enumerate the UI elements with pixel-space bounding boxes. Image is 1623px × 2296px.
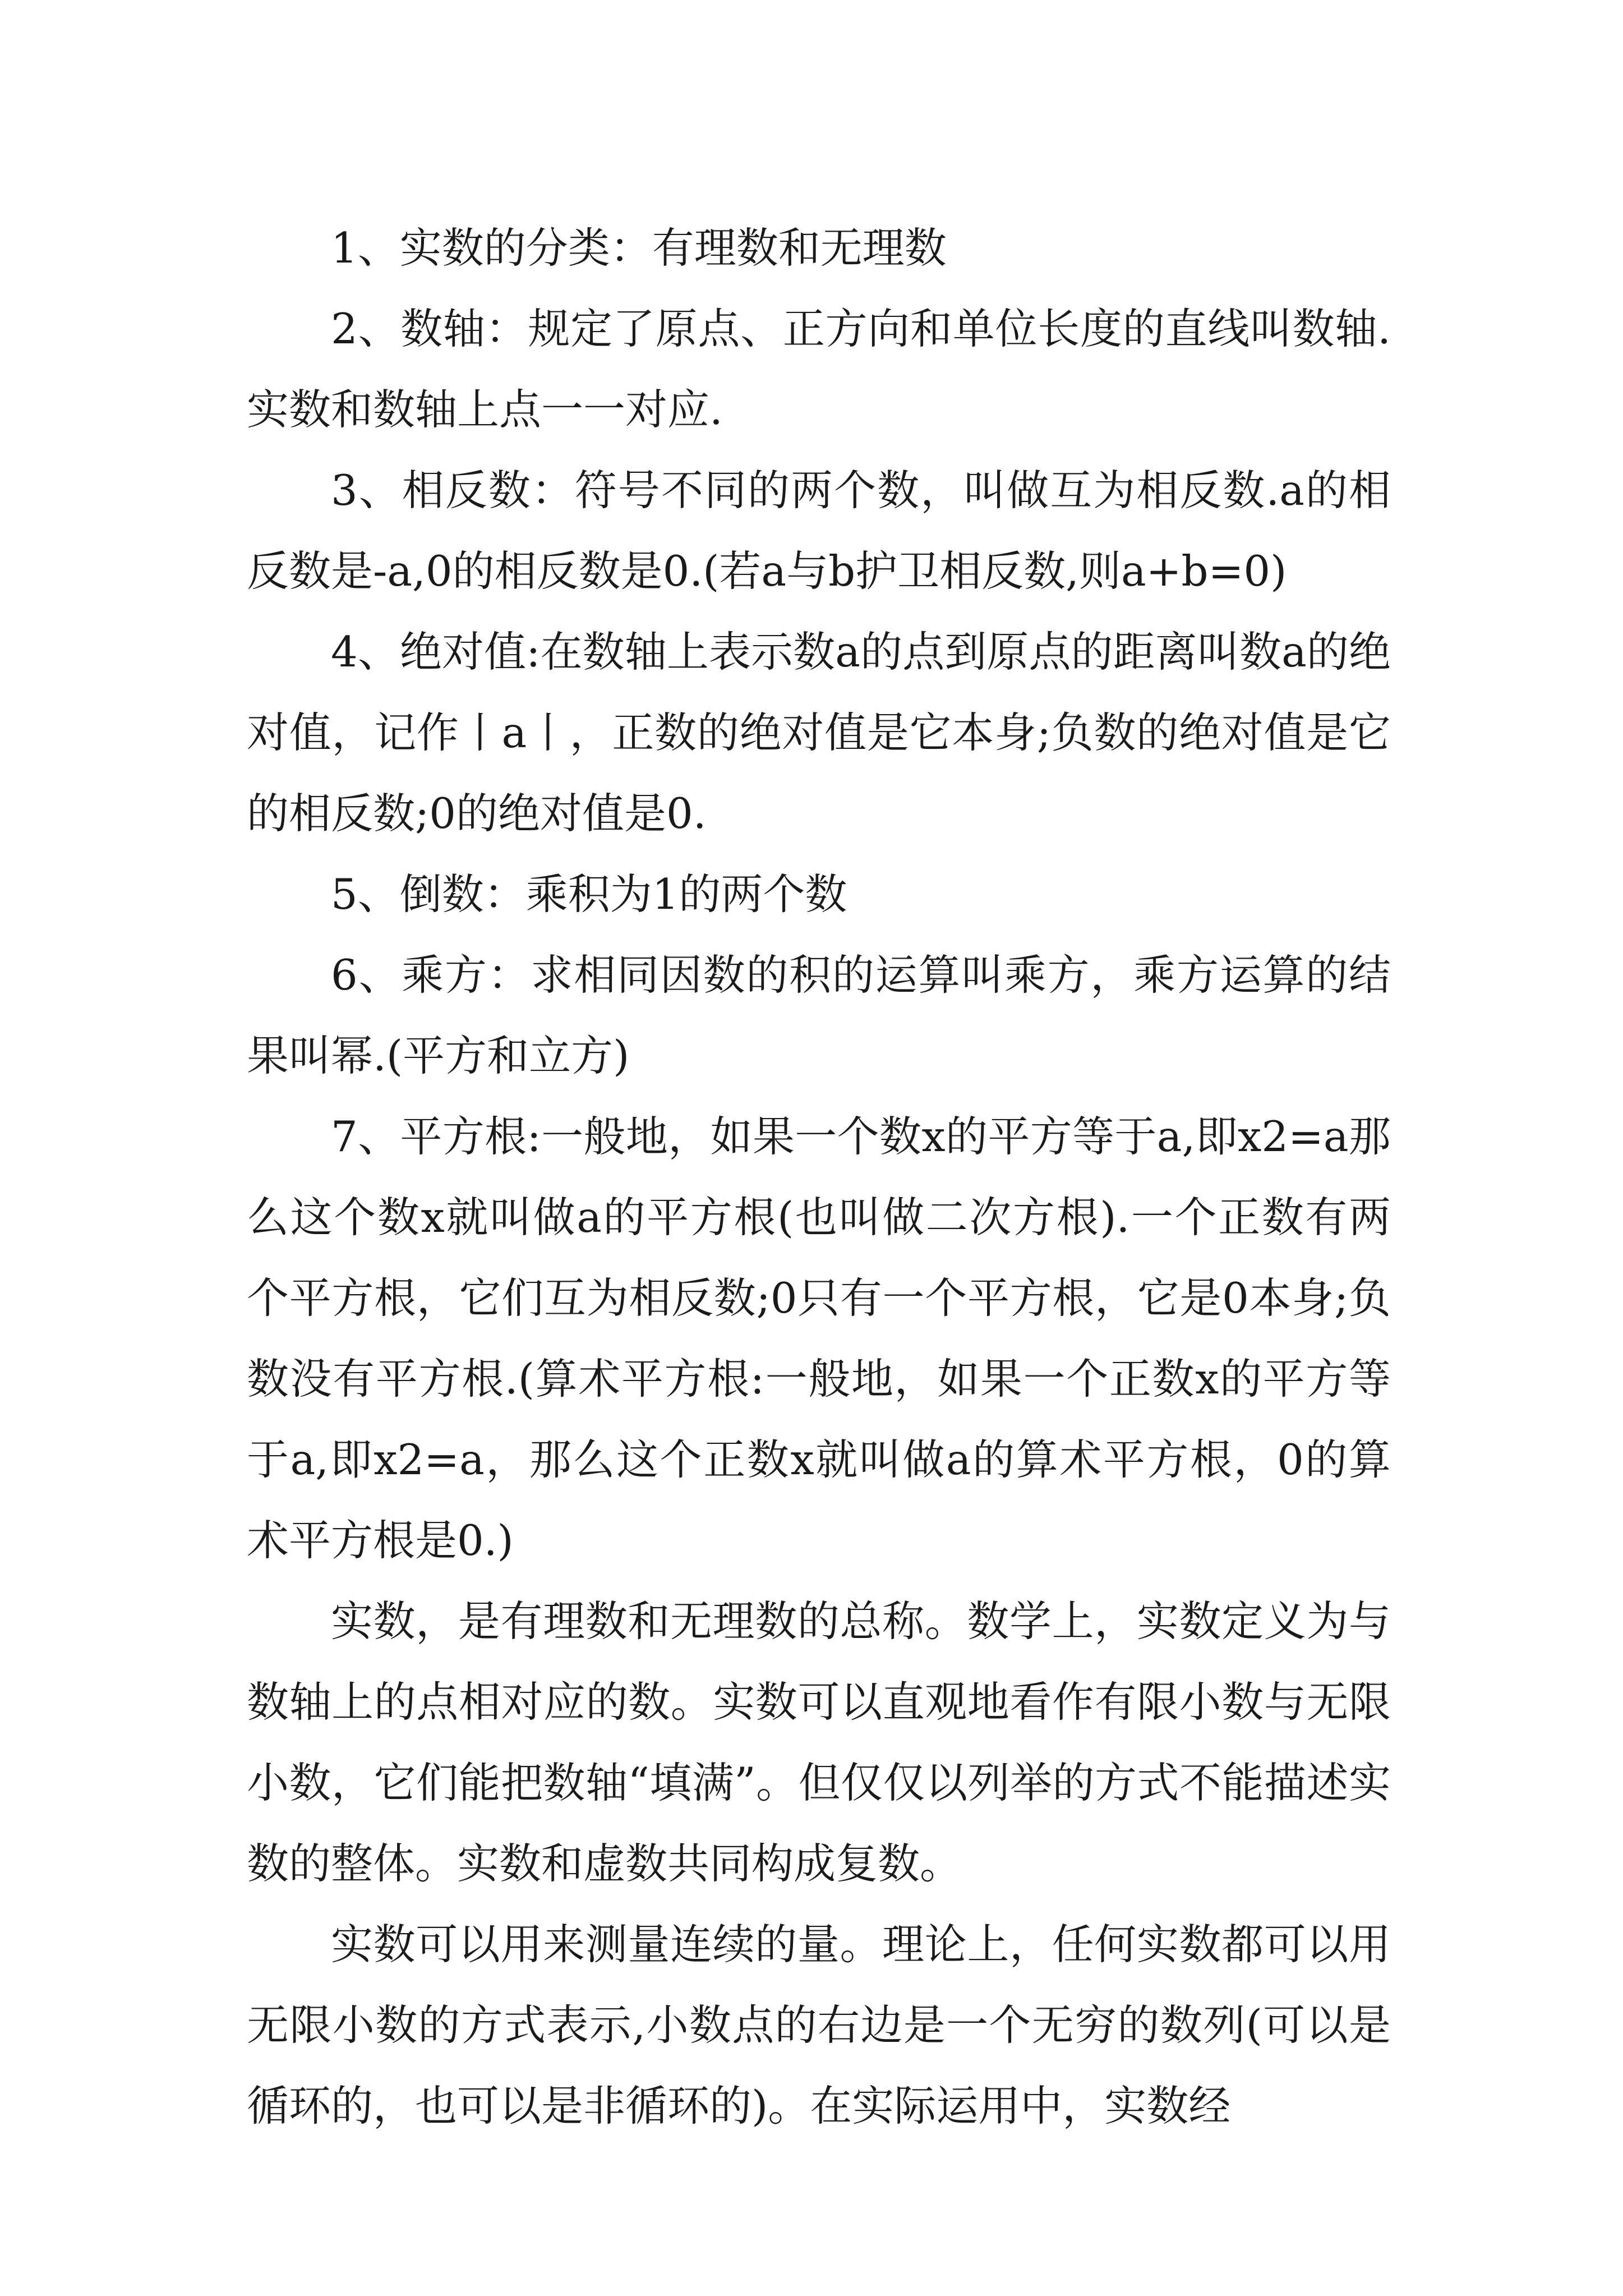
paragraph-absolute-value: 4、绝对值:在数轴上表示数a的点到原点的距离叫数a的绝对值，记作丨a丨，正数的绝对值是它本身;负数的绝对值是它的相反数;0的绝对值是0.: [247, 627, 1391, 838]
paragraph-square-root: 7、平方根:一般地，如果一个数x的平方等于a,即x2=a那么这个数x就叫做a的平方根(也叫做二次方根).一个正数有两个平方根，它们互为相反数;0只有一个平方根，它是0本身;负数没有平方根.(算术平方根:一般地，如果一个正数x的平方等于a,即x2=a，那么这个正数x就叫做a的算术平方根，0的算术平方根是0.): [247, 1112, 1391, 1565]
paragraph-opposite-numbers: 3、相反数：符号不同的两个数，叫做互为相反数.a的相反数是-a,0的相反数是0.(若a与b护卫相反数,则a+b=0): [247, 466, 1391, 596]
paragraph-real-number-definition: 实数，是有理数和无理数的总称。数学上，实数定义为与数轴上的点相对应的数。实数可以直观地看作有限小数与无限小数，它们能把数轴“填满”。但仅仅以列举的方式不能描述实数的整体。实数和虚数共同构成复数。: [247, 1596, 1391, 1888]
paragraph-number-line: 2、数轴：规定了原点、正方向和单位长度的直线叫数轴.实数和数轴上点一一对应.: [247, 304, 1391, 434]
paragraph-real-number-classification: 1、实数的分类：有理数和无理数: [331, 223, 947, 273]
paragraph-reciprocal: 5、倒数：乘积为1的两个数: [331, 869, 847, 919]
paragraph-power: 6、乘方：求相同因数的积的运算叫乘方，乘方运算的结果叫幂.(平方和立方): [247, 950, 1391, 1080]
paragraph-real-number-measurement: 实数可以用来测量连续的量。理论上，任何实数都可以用无限小数的方式表示,小数点的右边是一个无穷的数列(可以是循环的，也可以是非循环的)。在实际运用中，实数经: [247, 1920, 1391, 2131]
document-body: [247, 208, 1391, 2146]
